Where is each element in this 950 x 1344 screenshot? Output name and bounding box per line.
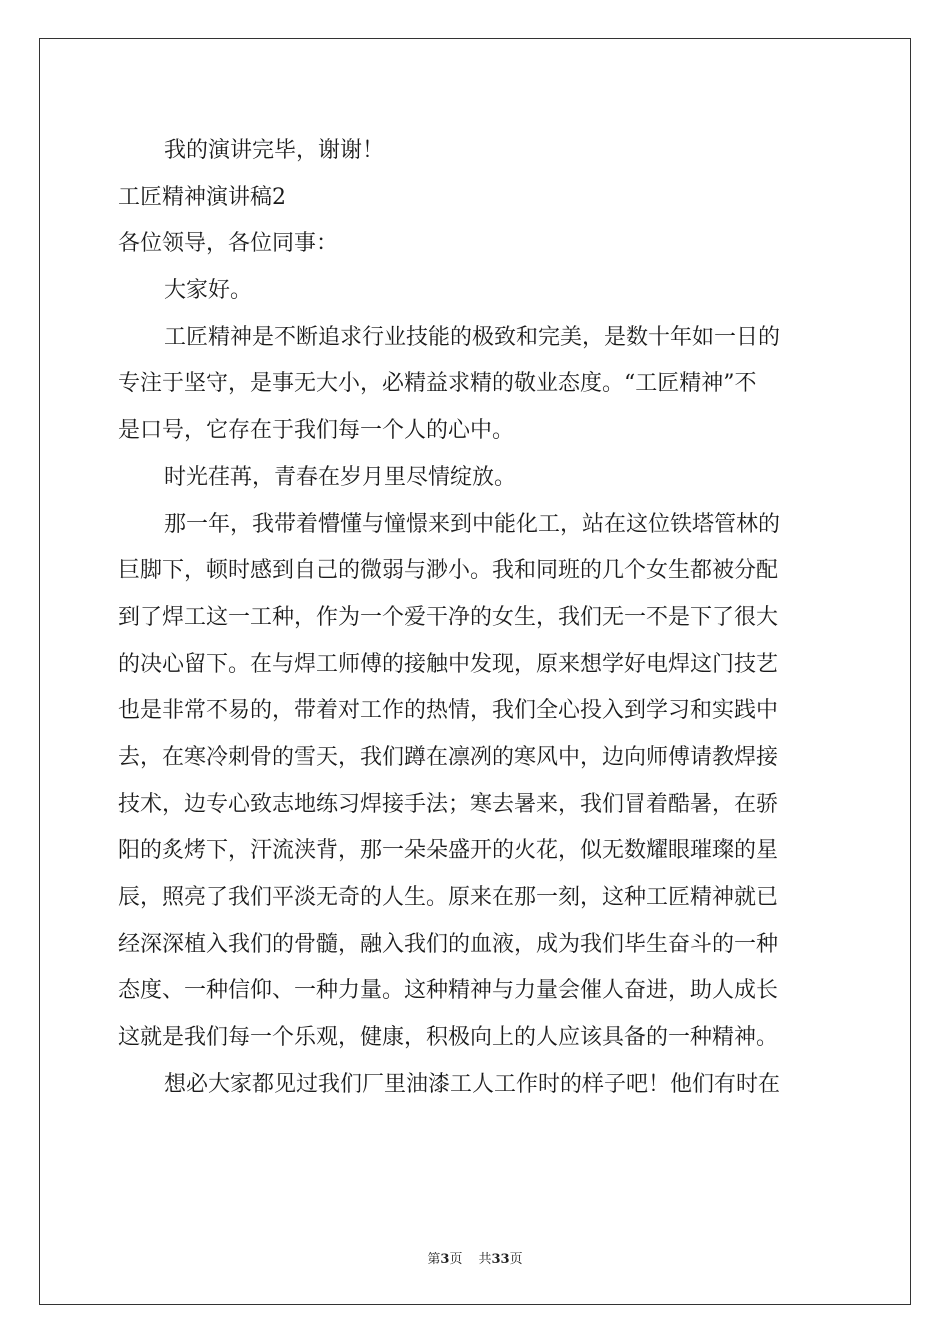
section-title: 工匠精神演讲稿2	[118, 184, 286, 210]
paragraph-line: 态度、一种信仰、一种力量。这种精神与力量会催人奋进，助人成长	[118, 978, 779, 1004]
paragraph-line: 那一年，我带着懵懂与憧憬来到中能化工，站在这位铁塔管林的	[164, 511, 781, 537]
paragraph-line: 辰，照亮了我们平淡无奇的人生。原来在那一刻，这种工匠精神就已	[118, 885, 779, 910]
paragraph-line: 经深深植入我们的骨髓，融入我们的血液，成为我们毕生奋斗的一种	[118, 931, 779, 957]
page-footer	[0, 1248, 950, 1267]
paragraph-line: 是口号，它存在于我们每一个人的心中。	[118, 418, 515, 444]
total-pages: 33	[491, 1252, 510, 1267]
paragraph-line: 这就是我们每一个乐观，健康，积极向上的人应该具备的一种精神。	[118, 1025, 779, 1051]
page-prefix: 第	[427, 1252, 441, 1267]
document-body	[118, 128, 834, 1108]
total-prefix: 共	[478, 1252, 492, 1267]
paragraph-line: 专注于坚守，是事无大小，必精益求精的敬业态度。“工匠精神”不	[118, 371, 757, 397]
paragraph-line: 技术，边专心致志地练习焊接手法；寒去暑来，我们冒着酷暑，在骄	[118, 791, 779, 817]
page-number: 3	[440, 1252, 450, 1267]
page-suffix: 页	[449, 1252, 463, 1267]
greeting: 大家好。	[164, 278, 253, 304]
paragraph-line: 想必大家都见过我们厂里油漆工人工作时的样子吧！他们有时在	[164, 1071, 781, 1097]
paragraph-line: 工匠精神是不断追求行业技能的极致和完美，是数十年如一日的	[164, 324, 781, 350]
closing-line: 我的演讲完毕，谢谢！	[164, 138, 385, 163]
paragraph-line: 时光荏苒，青春在岁月里尽情绽放。	[164, 464, 517, 490]
paragraph-line: 的决心留下。在与焊工师傅的接触中发现，原来想学好电焊这门技艺	[118, 651, 779, 677]
paragraph-line: 巨脚下，顿时感到自己的微弱与渺小。我和同班的几个女生都被分配	[118, 558, 779, 584]
paragraph-line: 也是非常不易的，带着对工作的热情，我们全心投入到学习和实践中	[118, 698, 779, 724]
paragraph-line: 阳的炙烤下，汗流浃背，那一朵朵盛开的火花，似无数耀眼璀璨的星	[118, 838, 779, 864]
paragraph-line: 到了焊工这一工种，作为一个爱干净的女生，我们无一不是下了很大	[118, 604, 779, 630]
paragraph-line: 去，在寒冷刺骨的雪天，我们蹲在凛冽的寒风中，边向师傅请教焊接	[118, 744, 779, 770]
salutation: 各位领导，各位同事：	[118, 231, 339, 257]
total-suffix: 页	[509, 1252, 523, 1267]
